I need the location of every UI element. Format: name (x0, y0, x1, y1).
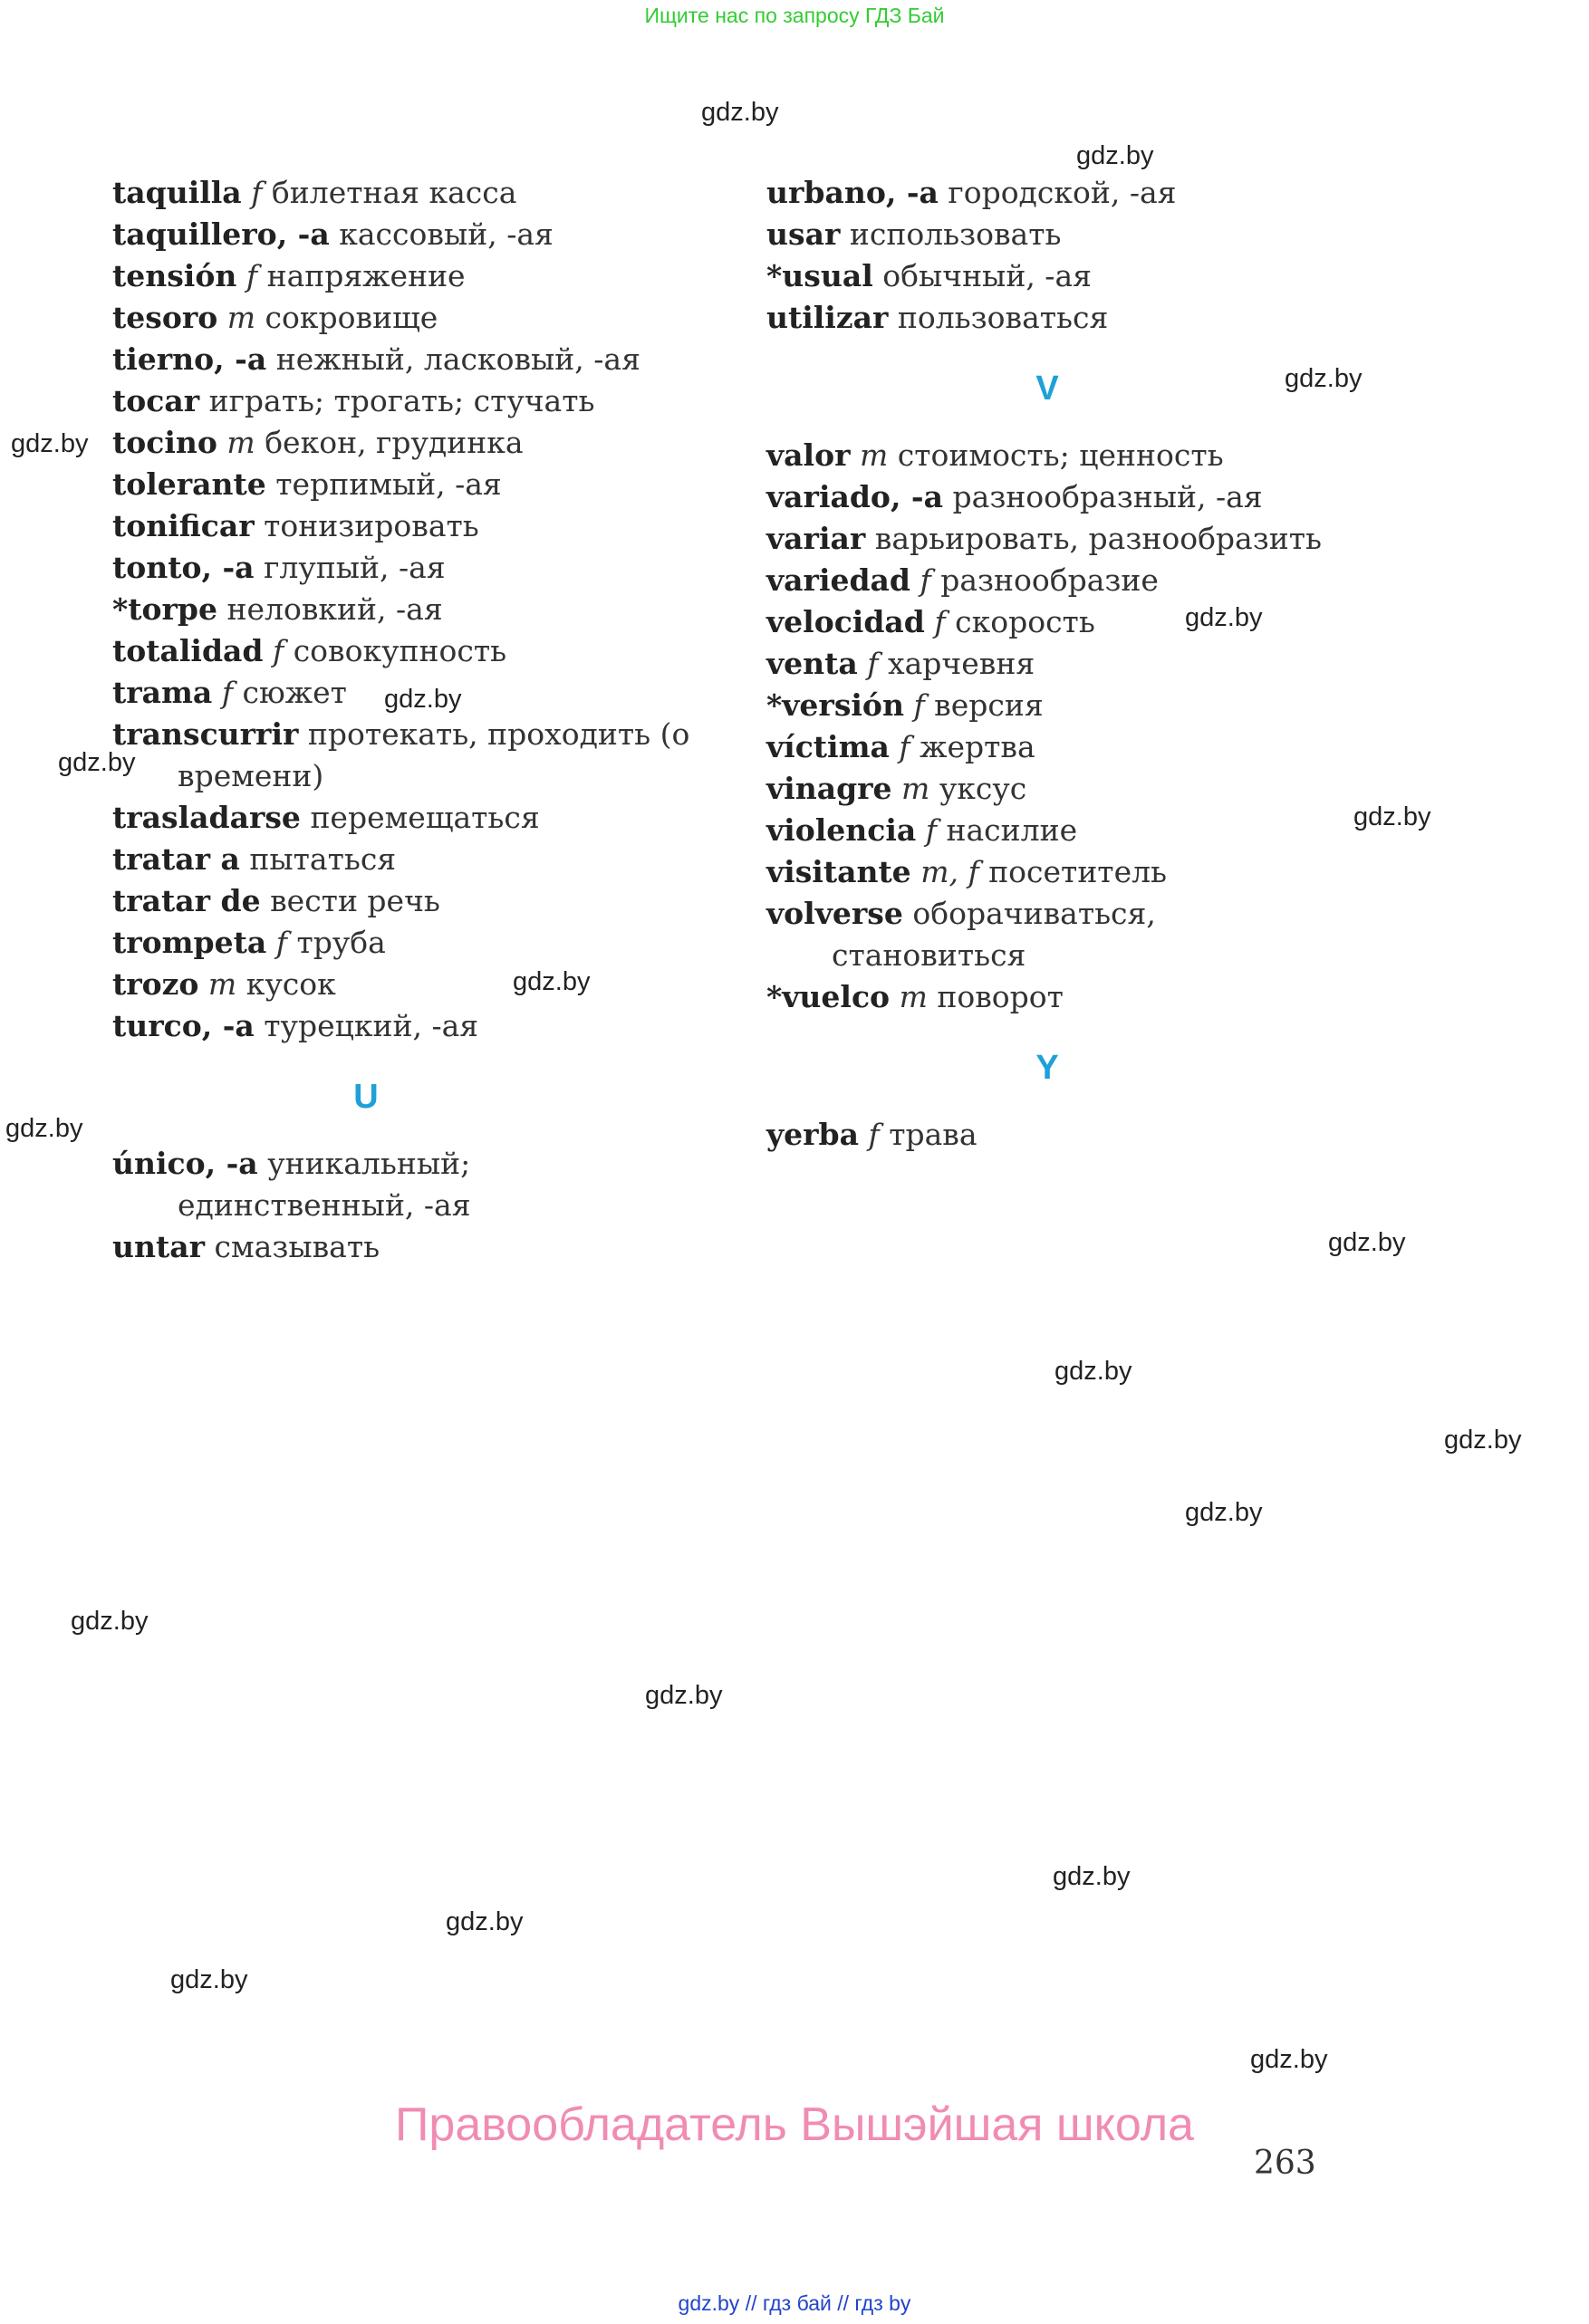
entry-gender: f (899, 729, 910, 764)
dictionary-entry (112, 630, 692, 672)
entry-gender: f (913, 687, 925, 723)
watermark: gdz.by (1285, 364, 1363, 393)
entry-headword: volverse (766, 896, 903, 931)
entry-translation: кассовый, -ая (339, 216, 554, 252)
entry-translation: уникальный; единственный, -ая (178, 1146, 471, 1223)
entry-gender: f (272, 633, 284, 668)
entry-translation: терпимый, -ая (275, 466, 502, 502)
dictionary-entry (112, 964, 692, 1005)
page-number: 263 (1254, 2145, 1316, 2182)
dictionary-entry (112, 1005, 692, 1047)
entry-headword: tonto, -a (112, 550, 255, 585)
entry-headword: trama (112, 675, 213, 710)
entry-headword: tierno, -a (112, 341, 267, 377)
entries-t (112, 172, 692, 1047)
entry-translation: неловкий, -ая (226, 591, 443, 627)
entry-headword: usar (766, 216, 841, 252)
entry-translation: смазывать (214, 1229, 380, 1264)
entry-headword: variado, -a (766, 479, 944, 514)
entry-gender: f (221, 675, 234, 710)
entry-translation: вести речь (270, 883, 440, 918)
entry-translation: протекать, проходить (о времени) (178, 716, 690, 793)
entry-translation: совокупность (293, 633, 507, 668)
dictionary-entry (112, 380, 692, 422)
section-letter-y: Y (1035, 1049, 1059, 1087)
dictionary-entry (112, 589, 692, 630)
entry-gender: f (867, 646, 879, 681)
entry-translation: стоимость; ценность (897, 437, 1224, 473)
entry-headword: valor (766, 437, 851, 473)
entries-u (112, 1143, 692, 1268)
entry-translation: перемещаться (310, 800, 540, 835)
entry-gender: f (246, 258, 258, 293)
watermark: gdz.by (170, 1965, 248, 1994)
entry-gender: m (860, 437, 889, 473)
entry-headword: tesoro (112, 300, 218, 335)
dictionary-entry (112, 339, 692, 380)
dictionary-entry (112, 1143, 692, 1226)
entry-translation: использовать (849, 216, 1062, 252)
entry-headword: violencia (766, 812, 917, 848)
dictionary-entry (112, 880, 692, 922)
entry-headword: tratar de (112, 883, 261, 918)
watermark: gdz.by (1328, 1228, 1406, 1257)
entry-translation: глупый, -ая (264, 550, 446, 585)
entry-gender: f (925, 812, 937, 848)
dictionary-entry (766, 476, 1346, 518)
entry-translation: разнообразный, -ая (952, 479, 1263, 514)
entry-headword: variedad (766, 562, 911, 598)
entry-translation: разнообразие (940, 562, 1159, 598)
dictionary-entry (112, 214, 692, 255)
entry-translation: кусок (246, 966, 336, 1002)
dictionary-entry (766, 297, 1346, 339)
watermark: gdz.by (1185, 1498, 1263, 1527)
dictionary-entry (112, 547, 692, 589)
entry-headword: trompeta (112, 925, 267, 960)
entry-translation: пытаться (249, 841, 397, 877)
entry-headword: víctima (766, 729, 890, 764)
entry-headword: tolerante (112, 466, 266, 502)
entry-gender: f (275, 925, 287, 960)
entries-y (766, 1114, 1346, 1156)
entry-headword: untar (112, 1229, 205, 1264)
entry-gender: f (251, 175, 263, 210)
entry-translation: насилие (946, 812, 1078, 848)
entry-headword: tensión (112, 258, 237, 293)
entry-translation: жертва (920, 729, 1035, 764)
watermark: gdz.by (1250, 2045, 1328, 2074)
entry-translation: тонизировать (264, 508, 479, 543)
entry-gender: m, f (920, 854, 979, 889)
entry-headword: taquillero, -a (112, 216, 330, 252)
entry-translation: нежный, ласковый, -ая (275, 341, 640, 377)
watermark: gdz.by (645, 1681, 723, 1710)
dictionary-entry (766, 172, 1346, 214)
watermark: gdz.by (701, 98, 779, 127)
entry-translation: турецкий, -ая (264, 1008, 479, 1043)
entry-headword: urbano, -a (766, 175, 939, 210)
entry-translation: трава (889, 1117, 977, 1152)
dictionary-entry (112, 839, 692, 880)
dictionary-entry (766, 435, 1346, 476)
entry-headword: velocidad (766, 604, 925, 639)
entry-gender: m (901, 771, 930, 806)
dictionary-entry (112, 505, 692, 547)
dictionary-entry (112, 922, 692, 964)
dictionary-entry (112, 464, 692, 505)
watermark: gdz.by (1055, 1357, 1132, 1386)
section-letter-v: V (1035, 370, 1059, 408)
entry-headword: trozo (112, 966, 199, 1002)
entry-translation: посетитель (988, 854, 1168, 889)
entry-translation: харчевня (888, 646, 1035, 681)
entry-translation: варьировать, разнообразить (874, 521, 1322, 556)
entry-headword: transcurrir (112, 716, 299, 752)
entry-headword: tocar (112, 383, 200, 418)
watermark: gdz.by (1444, 1426, 1522, 1455)
watermark: gdz.by (446, 1907, 524, 1936)
entry-headword: tonificar (112, 508, 255, 543)
dictionary-entry (766, 560, 1346, 601)
entry-headword: turco, -a (112, 1008, 255, 1043)
watermark: gdz.by (71, 1607, 149, 1636)
entry-gender: m (226, 425, 255, 460)
entry-translation: сюжет (242, 675, 347, 710)
dictionary-column-right (766, 172, 1346, 1156)
watermark: gdz.by (513, 967, 591, 996)
entry-headword: trasladarse (112, 800, 301, 835)
entry-headword: utilizar (766, 300, 889, 335)
dictionary-entry (112, 172, 692, 214)
dictionary-entry (766, 518, 1346, 560)
watermark: gdz.by (1353, 802, 1431, 831)
watermark: gdz.by (5, 1114, 83, 1143)
entry-gender: f (868, 1117, 880, 1152)
watermark: gdz.by (1076, 141, 1154, 170)
dictionary-entry (766, 1114, 1346, 1156)
dictionary-entry (766, 976, 1346, 1018)
entry-translation: билетная касса (271, 175, 517, 210)
entry-translation: сокровище (265, 300, 438, 335)
entry-headword: tratar a (112, 841, 240, 877)
entry-headword: yerba (766, 1117, 860, 1152)
entry-gender: m (226, 300, 256, 335)
entry-headword: vinagre (766, 771, 892, 806)
entries-v (766, 435, 1346, 1018)
entry-headword: variar (766, 521, 866, 556)
entry-headword: totalidad (112, 633, 264, 668)
watermark: gdz.by (1053, 1862, 1131, 1891)
entry-translation: городской, -ая (948, 175, 1177, 210)
bottom-links[interactable]: gdz.by // гдз бай // гдз by (678, 2291, 911, 2315)
entry-headword: único, -a (112, 1146, 258, 1181)
entries-u-continued (766, 172, 1346, 339)
entry-headword: *torpe (112, 591, 217, 627)
dictionary-entry (766, 810, 1346, 851)
dictionary-entry (112, 797, 692, 839)
dictionary-entry (112, 297, 692, 339)
dictionary-entry (766, 851, 1346, 893)
copyright-owner: Правообладатель Вышэйшая школа (395, 2098, 1194, 2151)
entry-gender: f (934, 604, 946, 639)
watermark: gdz.by (11, 429, 89, 458)
dictionary-entry (766, 255, 1346, 297)
entry-headword: visitante (766, 854, 911, 889)
dictionary-entry (766, 893, 1346, 976)
entry-headword: *vuelco (766, 979, 891, 1014)
dictionary-column-left (112, 172, 692, 1268)
entry-headword: tocino (112, 425, 217, 460)
entry-headword: *versión (766, 687, 904, 723)
entry-translation: скорость (955, 604, 1095, 639)
entry-gender: f (920, 562, 931, 598)
entry-translation: оборачиваться, становиться (832, 896, 1156, 973)
entry-gender: m (207, 966, 237, 1002)
entry-translation: играть; трогать; стучать (208, 383, 595, 418)
entry-headword: taquilla (112, 175, 242, 210)
dictionary-entry (766, 768, 1346, 810)
entry-translation: пользоваться (897, 300, 1109, 335)
entry-translation: поворот (937, 979, 1064, 1014)
top-banner: Ищите нас по запросу ГДЗ Бай (644, 4, 945, 27)
entry-translation: версия (934, 687, 1044, 723)
dictionary-entry (766, 685, 1346, 726)
dictionary-entry (112, 714, 692, 797)
dictionary-entry (112, 1226, 692, 1268)
entry-headword: venta (766, 646, 858, 681)
entry-translation: обычный, -ая (882, 258, 1092, 293)
entry-translation: труба (296, 925, 386, 960)
entry-gender: m (899, 979, 928, 1014)
dictionary-entry (766, 726, 1346, 768)
entry-headword: *usual (766, 258, 873, 293)
dictionary-entry (112, 422, 692, 464)
watermark: gdz.by (384, 685, 462, 714)
watermark: gdz.by (58, 748, 136, 777)
entry-translation: уксус (939, 771, 1027, 806)
watermark: gdz.by (1185, 603, 1263, 632)
entry-translation: бекон, грудинка (265, 425, 524, 460)
dictionary-entry (766, 214, 1346, 255)
dictionary-entry (112, 255, 692, 297)
dictionary-entry (766, 643, 1346, 685)
entry-translation: напряжение (266, 258, 466, 293)
section-letter-u: U (353, 1078, 379, 1116)
